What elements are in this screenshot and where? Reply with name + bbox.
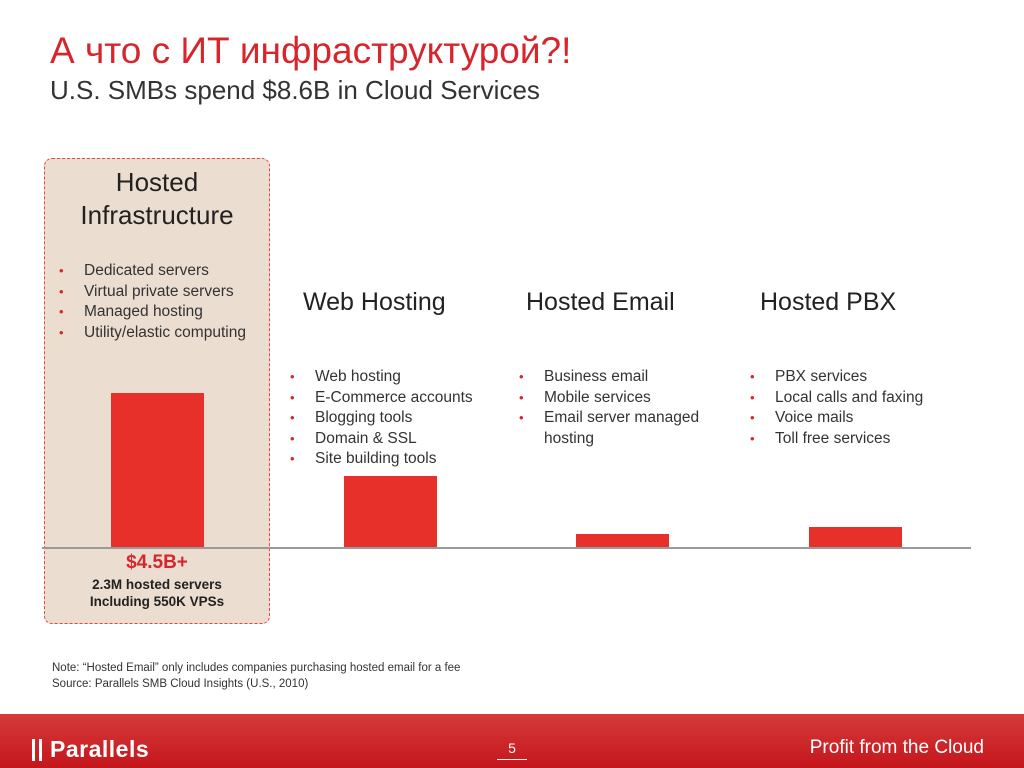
list-item-label: E-Commerce accounts <box>315 388 473 406</box>
web-hosting-list <box>287 367 473 470</box>
list-item-label: Toll free services <box>775 429 891 447</box>
bullet-icon: • <box>750 369 755 384</box>
source-note: Source: Parallels SMB Cloud Insights (U.S., 2010) <box>52 678 309 690</box>
list-item-label: Domain & SSL <box>315 429 417 447</box>
list-item <box>516 367 721 388</box>
list-item-label: Mobile services <box>544 388 651 406</box>
list-item-label: PBX services <box>775 368 868 385</box>
bullet-icon: • <box>59 263 64 278</box>
bullet-icon: • <box>750 430 755 446</box>
list-item-label: Email server managed hosting <box>544 409 700 447</box>
hosted-pbx-list <box>747 367 923 449</box>
bullet-icon: • <box>519 410 524 425</box>
bullet-icon: • <box>59 304 64 319</box>
hosted-servers-detail: 2.3M hosted servers <box>92 577 222 592</box>
list-item <box>287 429 473 450</box>
list-item <box>516 408 721 449</box>
hosted-email-list <box>516 367 721 449</box>
bar-hosted-pbx <box>809 527 902 548</box>
hosted-infrastructure-title-line2: Infrastructure <box>80 200 234 230</box>
bullet-icon: • <box>290 451 295 466</box>
hosted-pbx-title: Hosted PBX <box>760 288 897 316</box>
bullet-icon: • <box>59 283 64 299</box>
page-number-underline <box>497 759 527 760</box>
bullet-icon: • <box>750 389 755 405</box>
slide-title: А что с ИТ инфраструктурой?! <box>50 30 572 71</box>
bullet-icon: • <box>519 389 524 405</box>
list-item <box>287 449 473 470</box>
parallels-logo <box>32 736 149 763</box>
bar-web-hosting <box>344 476 437 548</box>
logo-text: Parallels <box>50 736 150 762</box>
list-item <box>516 388 721 409</box>
hosted-infrastructure-value: $4.5B+ <box>126 552 188 573</box>
list-item-label: Dedicated servers <box>84 262 209 279</box>
vps-detail: Including 550K VPSs <box>89 594 225 609</box>
page-number: 5 <box>508 740 516 756</box>
list-item <box>287 408 473 429</box>
list-item <box>287 367 473 388</box>
slide-subtitle: U.S. SMBs spend $8.6B in Cloud Services <box>50 75 540 105</box>
bullet-icon: • <box>290 389 295 405</box>
list-item <box>747 367 923 388</box>
list-item <box>287 388 473 409</box>
list-item-label: Voice mails <box>775 409 854 426</box>
list-item-label: Virtual private servers <box>84 282 234 300</box>
bullet-icon: • <box>519 369 524 384</box>
bullet-icon: • <box>290 369 295 384</box>
bar-hosted-email <box>576 534 669 548</box>
bullet-icon: • <box>750 410 755 425</box>
parallels-bars-icon <box>32 739 44 761</box>
hosted-infrastructure-list <box>56 261 246 343</box>
list-item-label: Blogging tools <box>315 409 413 426</box>
list-item-label: Managed hosting <box>84 303 203 320</box>
bullet-icon: • <box>290 430 295 446</box>
hosted-infrastructure-title <box>44 166 270 232</box>
hosted-infrastructure-title-line1: Hosted <box>115 167 199 197</box>
list-item <box>56 261 246 282</box>
list-item <box>56 282 246 303</box>
list-item <box>56 302 246 323</box>
web-hosting-title: Web Hosting <box>303 288 446 316</box>
bullet-icon: • <box>59 324 64 340</box>
hosted-email-title: Hosted Email <box>526 288 675 316</box>
footer-tagline: Profit from the Cloud <box>809 737 984 758</box>
bar-hosted-infrastructure <box>111 393 204 548</box>
list-item-label: Local calls and faxing <box>775 388 924 406</box>
list-item <box>56 323 246 344</box>
bullet-icon: • <box>290 410 295 425</box>
list-item-label: Business email <box>544 368 649 385</box>
list-item <box>747 429 923 450</box>
list-item-label: Utility/elastic computing <box>84 323 246 341</box>
list-item-label: Web hosting <box>315 368 401 385</box>
footnote: Note: “Hosted Email” only includes companies purchasing hosted email for a fee <box>52 662 461 674</box>
list-item <box>747 388 923 409</box>
list-item <box>747 408 923 429</box>
chart-baseline <box>42 547 971 549</box>
list-item-label: Site building tools <box>315 450 437 467</box>
